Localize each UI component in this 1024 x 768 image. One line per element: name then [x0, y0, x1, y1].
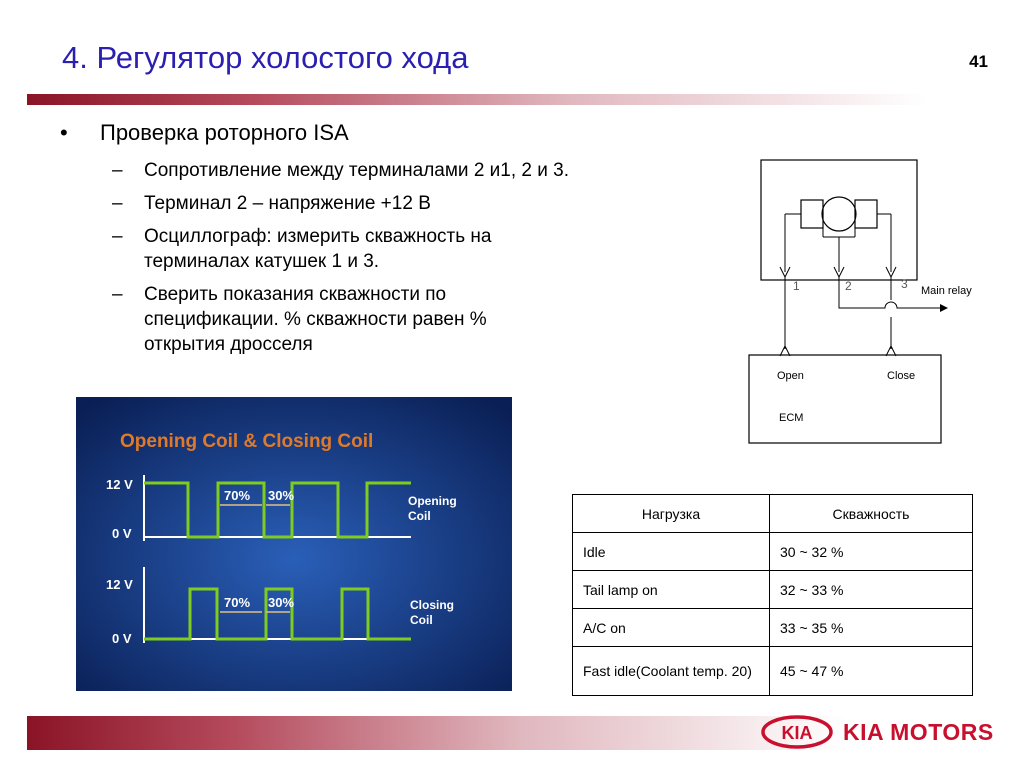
- rotor: [822, 197, 856, 231]
- header-divider: [27, 94, 927, 105]
- opening-coil-label-2: Coil: [408, 509, 431, 523]
- coil-right: [855, 200, 877, 228]
- closing-coil-label-1: Closing: [410, 598, 454, 612]
- ecm-open-label: Open: [777, 370, 804, 382]
- table-row: [573, 571, 973, 609]
- sub-bullet-4: – Сверить показания скважности по спецификации. % скважности равен % открытия дросселя: [112, 282, 562, 357]
- sub-bullet-text: Осциллограф: измерить скважность на терминалах катушек 1 и 3.: [144, 226, 492, 272]
- table-cell: Tail lamp on: [573, 571, 770, 609]
- sub-bullet-text: Сверить показания скважности по спецификации. % скважности равен % открытия дросселя: [144, 284, 487, 355]
- top-12v-label: 12 V: [106, 477, 133, 492]
- opening-coil-label-1: Opening: [408, 494, 457, 508]
- coil-left: [801, 200, 823, 228]
- bullet-dot: •: [60, 120, 68, 145]
- top-duty-30: 30%: [268, 488, 295, 503]
- sub-bullet-text: Сопротивление между терминалами 2 и1, 2 и 3.: [144, 160, 569, 181]
- bullet-main-text: Проверка роторного ISA: [100, 120, 349, 145]
- bottom-12v-label: 12 V: [106, 577, 133, 592]
- sub-bullet-2: – Терминал 2 – напряжение +12 В: [112, 193, 431, 214]
- bullet-list: [60, 120, 650, 357]
- terminal-1-label: 1: [793, 279, 800, 293]
- table-cell: A/C on: [573, 609, 770, 647]
- table-header-load: Нагрузка: [573, 495, 770, 533]
- bottom-0v-label: 0 V: [112, 631, 132, 646]
- kia-logo-icon: [760, 714, 834, 750]
- sub-bullet-3: – Осциллограф: измерить скважность на терминалах катушек 1 и 3.: [112, 224, 562, 274]
- top-0v-label: 0 V: [112, 526, 132, 541]
- duty-cycle-table: [572, 494, 973, 696]
- bullet-main: [60, 120, 650, 146]
- bottom-duty-30: 30%: [268, 595, 295, 610]
- ecm-label: ECM: [779, 412, 804, 424]
- svg-text:KIA: KIA: [781, 723, 813, 743]
- table-cell: 32 ~ 33 %: [770, 571, 973, 609]
- table-cell: 33 ~ 35 %: [770, 609, 973, 647]
- footer-bar: [27, 716, 847, 750]
- closing-coil-label-2: Coil: [410, 613, 433, 627]
- sub-bullet-1: – Сопротивление между терминалами 2 и1, 2 и 3.: [112, 160, 569, 181]
- slide-title: 4. Регулятор холостого хода: [62, 40, 469, 75]
- ecm-close-label: Close: [887, 370, 916, 382]
- terminal-2-label: 2: [845, 279, 852, 293]
- top-duty-70: 70%: [224, 488, 251, 503]
- ecm-box: [749, 355, 941, 443]
- table-cell: 45 ~ 47 %: [770, 647, 973, 696]
- table-row: [573, 647, 973, 696]
- terminal-3-label: 3: [901, 277, 908, 291]
- table-cell: Idle: [573, 533, 770, 571]
- table-header-duty: Скважность: [770, 495, 973, 533]
- kia-motors-brand: KIA MOTORS: [843, 719, 994, 745]
- page-number: 41: [969, 52, 988, 71]
- isa-circuit-diagram: [745, 157, 990, 449]
- bottom-duty-70: 70%: [224, 595, 251, 610]
- table-row: [573, 609, 973, 647]
- main-relay-label: Main relay: [921, 285, 972, 297]
- table-row: [573, 533, 973, 571]
- table-cell: Fast idle(Coolant temp. 20): [573, 647, 770, 696]
- oscilloscope-image: [76, 397, 512, 691]
- sub-bullet-text: Терминал 2 – напряжение +12 В: [144, 193, 431, 214]
- scope-title: Opening Coil & Closing Coil: [120, 431, 374, 452]
- table-header-row: [573, 495, 973, 533]
- table-cell: 30 ~ 32 %: [770, 533, 973, 571]
